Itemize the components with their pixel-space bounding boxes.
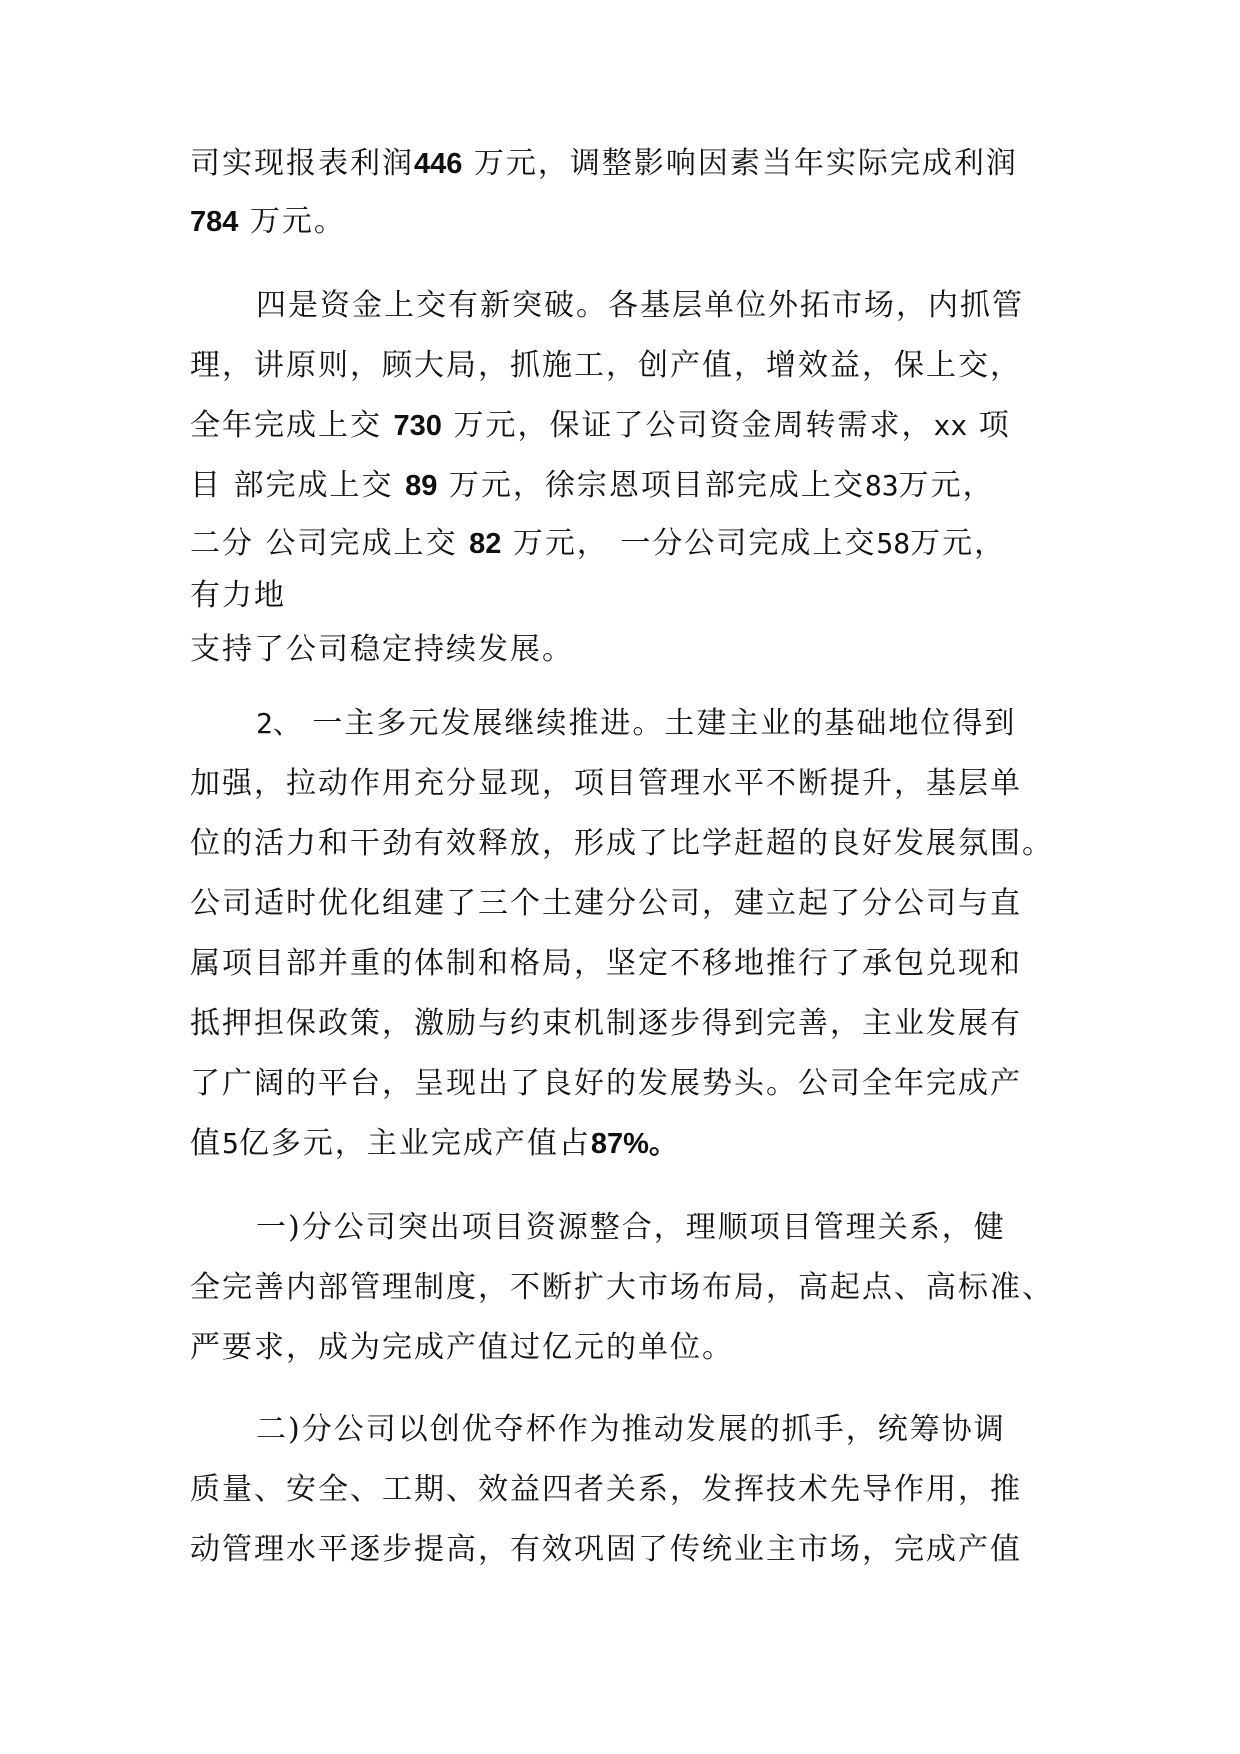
text: 全年完成上交 xyxy=(190,408,394,443)
number: 784 xyxy=(190,206,239,238)
number: 446 xyxy=(414,148,463,180)
text: 一主多元发展继续推进。土建主业的基础地位得到 xyxy=(300,706,1017,741)
text: 目 部完成上交 xyxy=(190,468,406,503)
text: 全完善内部管理制度，不断扩大市场布局，高起点、高标准、 xyxy=(190,1270,1054,1305)
para4-line3 xyxy=(190,1328,734,1368)
placeholder-text: xx xyxy=(933,409,968,442)
text: 四是资金上交有新突破。各基层单位外拓市场，内抓管 xyxy=(256,288,1024,323)
number: 730 xyxy=(393,410,442,442)
para3-line4 xyxy=(190,884,1022,924)
text: 万元， xyxy=(898,468,995,503)
number: 87%。 xyxy=(590,1128,678,1160)
text: 万元， 一分公司完成上交 xyxy=(501,526,877,561)
text: 一)分公司突出项目资源整合，理顺项目管理关系，健 xyxy=(256,1210,1006,1245)
number-plain: 83 xyxy=(864,469,899,502)
para3-line8 xyxy=(190,1124,678,1164)
para3-line1 xyxy=(256,704,1016,744)
text: 二分 公司完成上交 xyxy=(190,526,470,561)
para2-line7 xyxy=(190,630,574,670)
text: 理，讲原则，顾大局，抓施工，创产值，增效益，保上交， xyxy=(190,348,1022,383)
text: 万元。 xyxy=(238,204,346,239)
para1-line1 xyxy=(190,144,1018,184)
text: 质量、安全、工期、效益四者关系，发挥技术先导作用，推 xyxy=(190,1472,1022,1507)
para5-line1 xyxy=(256,1410,1006,1450)
text: 亿多元，主业完成产值占 xyxy=(238,1126,591,1161)
number-plain: 5 xyxy=(222,1127,239,1160)
para4-line1 xyxy=(256,1208,1006,1248)
text: 支持了公司稳定持续发展。 xyxy=(190,632,574,667)
text: 动管理水平逐步提高，有效巩固了传统业主市场，完成产值 xyxy=(190,1532,1022,1567)
text: 有力地 xyxy=(190,578,286,613)
para2-line3 xyxy=(190,406,1011,446)
para3-line5 xyxy=(190,944,1022,984)
text: 加强，拉动作用充分显现，项目管理水平不断提升，基层单 xyxy=(190,766,1022,801)
text: 万元，调整影响因素当年实际完成利润 xyxy=(462,146,1018,181)
para3-line3 xyxy=(190,824,1054,864)
number-plain: 58 xyxy=(876,527,911,560)
para2-line2 xyxy=(190,346,1022,386)
para2-line5 xyxy=(190,524,1006,564)
text: 属项目部并重的体制和格局，坚定不移地推行了承包兑现和 xyxy=(190,946,1022,981)
text: 二)分公司以创优夺杯作为推动发展的抓手，统筹协调 xyxy=(256,1412,1006,1447)
para2-line1 xyxy=(256,286,1024,326)
text: 抵押担保政策，激励与约束机制逐步得到完善，主业发展有 xyxy=(190,1006,1022,1041)
text: 位的活力和干劲有效释放，形成了比学赶超的良好发展氛围。 xyxy=(190,826,1054,861)
text: 严要求，成为完成产值过亿元的单位。 xyxy=(190,1330,734,1365)
para3-line6 xyxy=(190,1004,1022,1044)
para3-line2 xyxy=(190,764,1022,804)
text: 司实现报表利润 xyxy=(190,146,414,181)
para2-line4 xyxy=(190,466,995,506)
text: 项 xyxy=(967,408,1011,443)
text: 万元，徐宗恩项目部完成上交 xyxy=(437,468,865,503)
number: 89 xyxy=(405,470,438,502)
para5-line3 xyxy=(190,1530,1022,1570)
number: 82 xyxy=(469,528,502,560)
para4-line2 xyxy=(190,1268,1054,1308)
text: 值 xyxy=(190,1126,222,1161)
para2-line6 xyxy=(190,576,286,616)
para1-line2 xyxy=(190,202,346,242)
para3-line7 xyxy=(190,1064,1022,1104)
text: 公司适时优化组建了三个土建分公司，建立起了分公司与直 xyxy=(190,886,1022,921)
text: 了广阔的平台，呈现出了良好的发展势头。公司全年完成产 xyxy=(190,1066,1022,1101)
list-number: 2、 xyxy=(256,707,301,740)
para5-line2 xyxy=(190,1470,1022,1510)
text: 万元，保证了公司资金周转需求， xyxy=(441,408,934,443)
text: 万元， xyxy=(910,526,1007,561)
